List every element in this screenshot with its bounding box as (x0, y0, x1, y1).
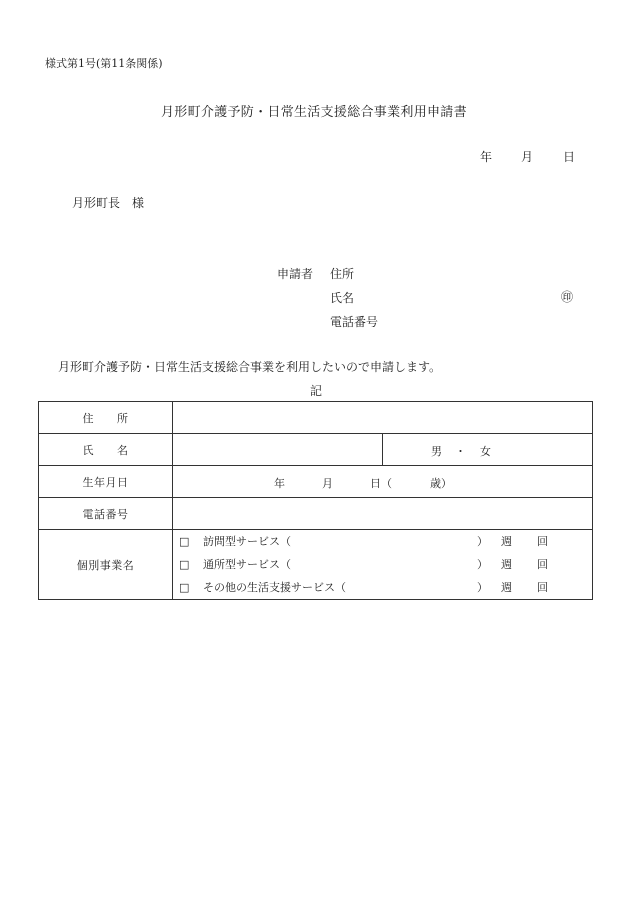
service-item (173, 553, 592, 576)
request-statement: 月形町介護予防・日常生活支援総合事業を利用したいので申請します。 (58, 360, 442, 374)
seal-mark: ㊞ (561, 290, 574, 304)
sex-cell (383, 434, 593, 466)
name-field[interactable] (173, 434, 383, 466)
date-day: 日 (563, 150, 576, 164)
address-field[interactable] (173, 402, 593, 434)
applicant-label: 申請者 (277, 267, 314, 281)
sex-male[interactable]: 男 (431, 445, 442, 458)
addressee: 月形町長 様 (72, 196, 145, 210)
service-name: その他の生活支援サービス（ (203, 581, 346, 594)
service-week: 週 (501, 581, 512, 594)
service-name: 通所型サービス（ (203, 558, 291, 571)
applicant-name-label: 氏名 (330, 291, 355, 305)
phone-label: 電話番号 (39, 498, 173, 530)
name-row (39, 434, 593, 466)
service-week: 週 (501, 535, 512, 548)
ki-heading: 記 (310, 384, 323, 398)
service-list (173, 530, 593, 600)
service-times: 回 (537, 581, 548, 594)
birth-age: 歳） (430, 477, 452, 490)
date-year: 年 (480, 150, 493, 164)
service-times: 回 (537, 558, 548, 571)
applicant-address-label: 住所 (330, 267, 355, 281)
service-label: 個別事業名 (39, 530, 173, 600)
birthdate-field[interactable] (173, 466, 593, 498)
service-week: 週 (501, 558, 512, 571)
checkbox-icon[interactable]: □ (179, 581, 190, 594)
service-item (173, 530, 592, 553)
service-close: ） (477, 558, 488, 571)
address-label: 住 所 (39, 402, 173, 434)
form-number: 様式第1号(第11条関係) (45, 57, 163, 70)
document-title: 月形町介護予防・日常生活支援総合事業利用申請書 (161, 105, 467, 120)
birth-day: 日（ (370, 477, 392, 490)
service-item (173, 576, 592, 599)
birth-year: 年 (274, 477, 285, 490)
application-table (38, 401, 593, 600)
address-row (39, 402, 593, 434)
service-times: 回 (537, 535, 548, 548)
birthdate-label: 生年月日 (39, 466, 173, 498)
birthdate-row (39, 466, 593, 498)
sex-female[interactable]: 女 (480, 445, 491, 458)
checkbox-icon[interactable]: □ (179, 535, 190, 548)
applicant-phone-label: 電話番号 (330, 315, 379, 329)
service-row (39, 530, 593, 600)
name-label: 氏 名 (39, 434, 173, 466)
phone-field[interactable] (173, 498, 593, 530)
service-close: ） (477, 535, 488, 548)
birth-month: 月 (322, 477, 333, 490)
phone-row (39, 498, 593, 530)
service-close: ） (477, 581, 488, 594)
service-name: 訪問型サービス（ (203, 535, 291, 548)
sex-dot: ・ (455, 445, 466, 458)
checkbox-icon[interactable]: □ (179, 558, 190, 571)
date-month: 月 (521, 150, 534, 164)
